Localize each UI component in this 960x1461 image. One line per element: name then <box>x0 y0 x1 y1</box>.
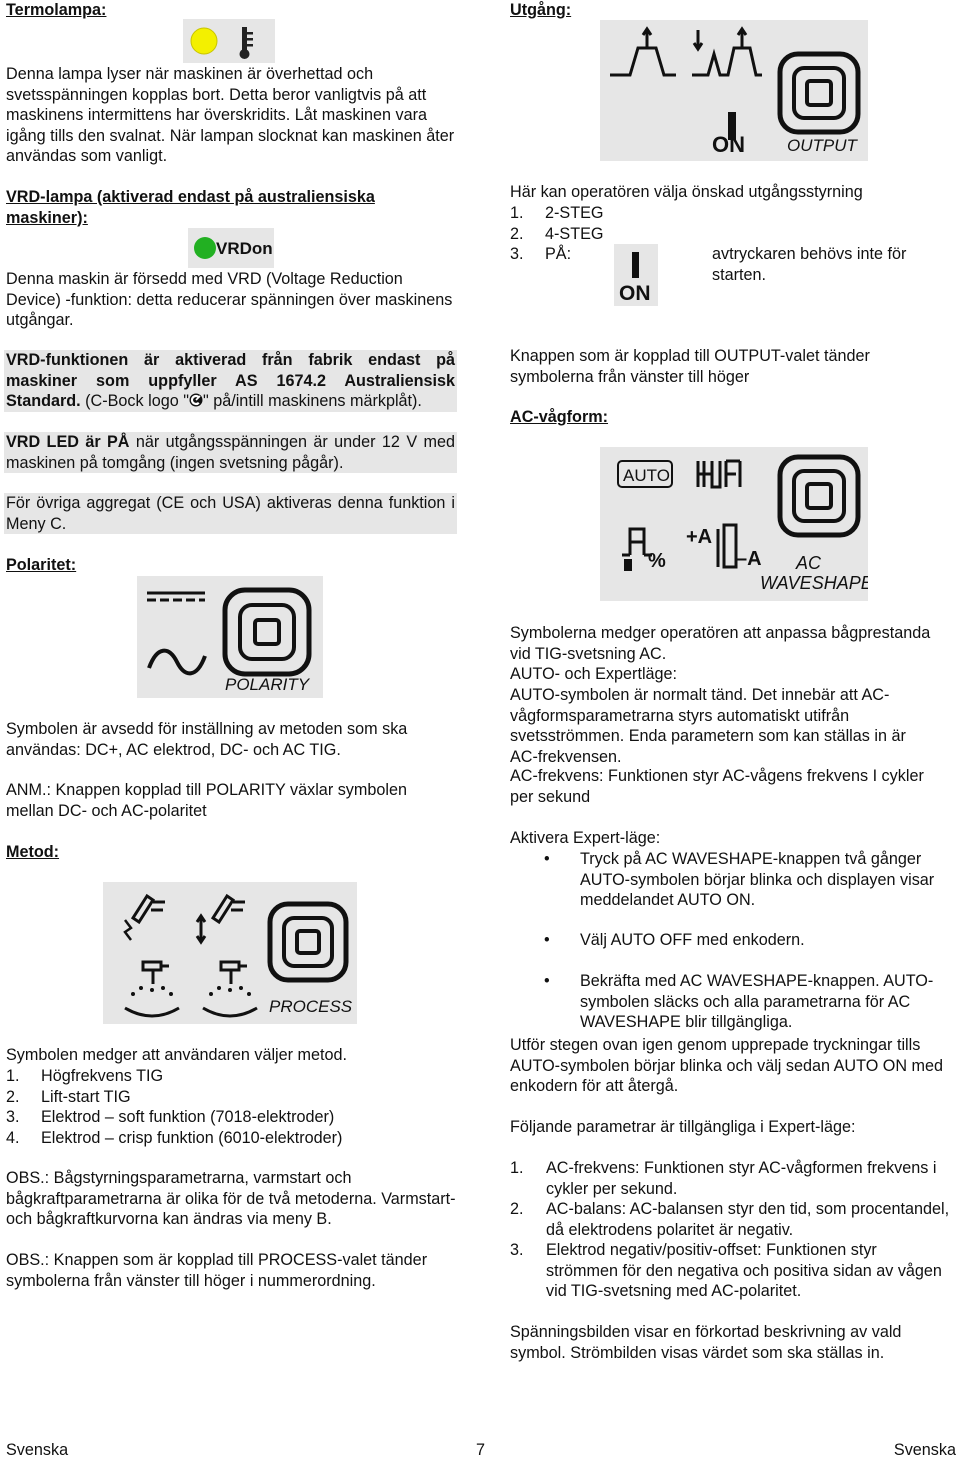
expert-bullet-list <box>510 849 950 1033</box>
bullet-icon: • <box>544 850 550 868</box>
ac-param-item <box>510 1240 950 1302</box>
expert-bullet-text: Välj AUTO OFF med enkodern. <box>580 931 805 949</box>
expert-bullet-text: Tryck på AC WAVESHAPE-knappen två gånger AUTO-symbolen börjar blinka och displayen visar meddelandet AUTO ON. <box>580 850 935 909</box>
metod-heading: Metod: <box>6 843 60 861</box>
thermal-lamp-icon <box>183 19 275 63</box>
footer-language-left: Svenska <box>6 1441 69 1459</box>
ac-closing: Spänningsbilden visar en förkortad beskrivning av vald symbol. Strömbilden visas värdet som ska ställas in. <box>510 1323 902 1362</box>
polarity-panel <box>137 576 323 698</box>
metod-item-number: 4. <box>6 1128 20 1147</box>
ac-p1: Symbolerna medger operatören att anpassa bågprestanda vid TIG-svetsning AC. <box>510 624 931 663</box>
utgang-item-text: 2-STEG <box>545 204 604 222</box>
vrd-led-note <box>4 432 457 473</box>
polarity-panel-label: POLARITY <box>225 675 310 694</box>
ac-p3: AUTO-symbolen är normalt tänd. Det innebär att AC-vågformsparametrarna styrs automatiskt utifrån svetsströmmen. Enda parametern som kan ställas in är AC-frekvensen. <box>510 686 906 766</box>
vrd-factory-tail-post: " på/intill maskinens märkplåt). <box>202 392 422 410</box>
expert-bullet-text: Bekräfta med AC WAVESHAPE-knappen. AUTO-symbolen släcks och alla parametrarna för AC WAVESHAPE blir tillgängliga. <box>580 972 934 1031</box>
expert-intro: Aktivera Expert-läge: <box>510 829 661 847</box>
polaritet-heading: Polaritet: <box>6 556 77 574</box>
ac-param-item <box>510 1199 950 1240</box>
vrd-other-note: För övriga aggregat (CE och USA) aktiveras denna funktion i Meny C. <box>6 494 455 533</box>
ac-param-text: AC-frekvens: Funktionen styr AC-vågformen frekvens i cykler per sekund. <box>546 1159 937 1198</box>
metod-item-text: Lift-start TIG <box>41 1087 131 1106</box>
process-panel-label: PROCESS <box>269 997 353 1016</box>
metod-obs-2: OBS.: Knappen som är kopplad till PROCESS-valet tänder symbolerna från vänster till höger i nummerordning. <box>6 1251 428 1290</box>
polaritet-text: Symbolen är avsedd för inställning av metoden som ska användas: DC+, AC elektrod, DC- och AC TIG. <box>6 720 408 759</box>
vrd-factory-tail-pre: (C-Bock logo " <box>85 392 189 410</box>
ac-params-intro: Följande parametrar är tillgängliga i Expert-läge: <box>510 1118 856 1136</box>
utgang-item-number: 2. <box>510 224 524 243</box>
ac-plus-a-label: +A <box>686 526 713 548</box>
utgang-item-number: 1. <box>510 204 524 222</box>
utgang-item-text: 4-STEG <box>545 224 604 243</box>
bullet-icon: • <box>544 972 550 990</box>
ac-panel-label-2: WAVESHAPE <box>760 573 868 593</box>
ac-p2: AUTO- och Expertläge: <box>510 665 678 683</box>
expert-bullet-item <box>510 849 950 930</box>
metod-item-number: 1. <box>6 1067 20 1085</box>
vrd-factory-note <box>4 350 457 412</box>
utgang-item-number: 3. <box>510 245 524 263</box>
ac-balance-percent-label: % <box>648 550 666 572</box>
ac-heading: AC-vågform: <box>510 408 609 426</box>
process-panel <box>103 882 357 1024</box>
footer-language-right: Svenska <box>893 1441 956 1459</box>
on-mode-icon-label: ON <box>619 282 651 305</box>
metod-intro: Symbolen medger att användaren väljer metod. <box>6 1046 348 1064</box>
output-panel <box>600 20 868 161</box>
utgang-knappen: Knappen som är kopplad till OUTPUT-valet tänder symbolerna från vänster till höger <box>510 347 870 386</box>
utgang-intro: Här kan operatören välja önskad utgångsstyrning <box>510 183 863 201</box>
metod-list-item <box>6 1107 456 1128</box>
vrd-led-rest: när utgångsspänningen är under 12 V med maskinen på tomgång (ingen svetsning pågår). <box>6 433 455 472</box>
expert-bullet-item <box>510 971 950 1033</box>
metod-obs-1: OBS.: Bågstyrningsparametrarna, varmstart och bågkraftparametrarna är olika för de två metoderna. Varmstart- och bågkraftkurvorna kan ändras via meny B. <box>6 1169 456 1228</box>
vrd-lamp-icon <box>188 228 274 268</box>
metod-list-item <box>6 1128 456 1149</box>
utgang-item-text: PÅ: <box>545 245 572 263</box>
metod-item-number: 2. <box>6 1087 20 1106</box>
output-panel-label: OUTPUT <box>787 136 857 155</box>
ac-param-number: 1. <box>510 1159 524 1177</box>
ac-panel-label-1: AC <box>796 553 822 573</box>
on-mode-icon <box>614 244 658 306</box>
ac-param-text: Elektrod negativ/positiv-offset: Funktionen styr strömmen för den negativa och positiva sidan av vågen vid TIG-svetsning med AC-polaritet. <box>546 1241 942 1300</box>
vrd-led-bold: VRD LED är PÅ <box>6 433 130 451</box>
termolampa-heading: Termolampa: <box>6 1 107 19</box>
ac-p4: AC-frekvens: Funktionen styr AC-vågens frekvens I cykler per sekund <box>510 767 924 806</box>
on-mode-description: avtryckaren behövs inte för starten. <box>712 245 907 284</box>
vrd-description: Denna maskin är försedd med VRD (Voltage Reduction Device) -funktion: detta reducerar spänningen över maskinens utgångar. <box>6 270 453 329</box>
termolampa-text: Denna lampa lyser när maskinen är överhettad och svetsspänningen kopplas bort. Detta beror vanligtvis på att maskinens intermittens har överskridits. Låt maskinen vara igång tills den svalnat. När lampan slocknat kan maskinen åter användas som vanligt. <box>6 65 455 165</box>
ac-param-item <box>510 1158 950 1199</box>
ac-param-number: 2. <box>510 1200 524 1218</box>
metod-item-text: Högfrekvens TIG <box>41 1067 164 1085</box>
output-panel-on-label: ON <box>712 132 745 157</box>
c-tick-logo-icon <box>189 393 203 407</box>
ac-param-number: 3. <box>510 1241 524 1259</box>
ac-minus-a-label: –A <box>736 548 762 570</box>
metod-list <box>6 1066 456 1148</box>
metod-item-text: Elektrod – soft funktion (7018-elektroder) <box>41 1108 335 1126</box>
bullet-icon: • <box>544 931 550 949</box>
utgang-list-item <box>510 224 950 245</box>
vrd-factory-bold: VRD-funktionen är aktiverad från fabrik endast på maskiner som uppfyller AS 1674.2 Australiensisk Standard. <box>6 351 455 410</box>
metod-list-item <box>6 1087 456 1108</box>
metod-item-text: Elektrod – crisp funktion (6010-elektroder) <box>41 1128 343 1147</box>
metod-list-item <box>6 1066 456 1087</box>
utgang-list-item <box>510 203 950 224</box>
ac-waveshape-panel <box>600 447 868 601</box>
ac-auto-label: AUTO <box>623 466 670 485</box>
polaritet-note: ANM.: Knappen kopplad till POLARITY växlar symbolen mellan DC- och AC-polaritet <box>6 781 407 820</box>
ac-params-list <box>510 1158 950 1302</box>
vrd-heading: VRD-lampa (aktiverad endast på australiensiska maskiner): <box>6 188 375 227</box>
ac-repeat: Utför stegen ovan igen genom upprepade tryckningar tills AUTO-symbolen börjar blinka och välj sedan AUTO ON med enkodern för att återgå. <box>510 1036 944 1095</box>
expert-bullet-item <box>510 930 950 971</box>
page-number: 7 <box>476 1441 486 1459</box>
utgang-heading: Utgång: <box>510 1 572 19</box>
vrd-lamp-label: VRDon <box>216 239 273 258</box>
metod-item-number: 3. <box>6 1108 20 1126</box>
ac-param-text: AC-balans: AC-balansen styr den tid, som procentandel, då elektrodens polaritet är negativ. <box>546 1200 950 1239</box>
